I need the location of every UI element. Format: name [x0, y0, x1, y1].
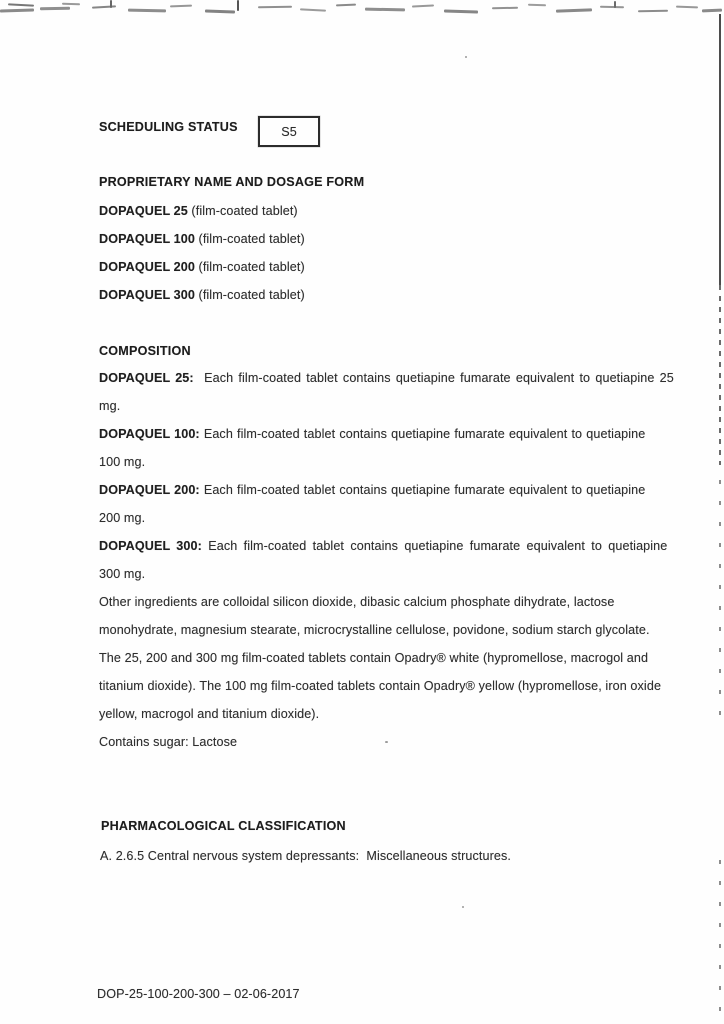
composition-entry-label: DOPAQUEL 100:	[99, 427, 200, 441]
footer-reference: DOP-25-100-200-300 – 02-06-2017	[97, 987, 300, 1001]
composition-entry-text: Each film-coated tablet contains quetiapine fumarate equivalent to quetiapine	[199, 427, 646, 441]
product-line	[99, 232, 305, 247]
composition-entry-label: DOPAQUEL 200:	[99, 483, 200, 497]
product-form: (film-coated tablet)	[194, 260, 305, 274]
composition-entry-cont: 100 mg.	[99, 455, 146, 469]
scan-edge-line-dashed	[719, 285, 721, 465]
contains-sugar-line: Contains sugar: Lactose	[99, 735, 238, 749]
scan-speck	[465, 56, 467, 58]
schedule-value: S5	[281, 124, 297, 139]
excipients-line: monohydrate, magnesium stearate, microcrystalline cellulose, povidone, sodium starch glycolate.	[99, 623, 650, 637]
composition-heading: COMPOSITION	[99, 344, 191, 358]
composition-entry-label: DOPAQUEL 300:	[99, 539, 202, 553]
product-line	[99, 288, 305, 303]
proprietary-heading: PROPRIETARY NAME AND DOSAGE FORM	[99, 175, 365, 189]
excipients-line: Other ingredients are colloidal silicon dioxide, dibasic calcium phosphate dihydrate, lactose	[99, 595, 615, 609]
product-name: DOPAQUEL 300	[99, 288, 195, 302]
composition-entry-cont: 300 mg.	[99, 567, 146, 581]
pharmacological-classification: A. 2.6.5 Central nervous system depressants: Miscellaneous structures.	[100, 849, 511, 863]
excipients-line: yellow, macrogol and titanium dioxide).	[99, 707, 320, 721]
scheduling-status-heading: SCHEDULING STATUS	[99, 120, 238, 134]
product-form: (film-coated tablet)	[194, 232, 305, 246]
composition-entry-text: Each film-coated tablet contains quetiapine fumarate equivalent to quetiapine	[201, 539, 668, 553]
product-line	[99, 260, 305, 275]
excipients-line: titanium dioxide). The 100 mg film-coated tablets contain Opadry® yellow (hypromellose, iron oxide	[99, 679, 662, 693]
pharmacological-heading: PHARMACOLOGICAL CLASSIFICATION	[101, 819, 346, 833]
composition-entry-line	[99, 539, 667, 554]
composition-entry-cont: mg.	[99, 399, 121, 413]
schedule-box	[258, 116, 320, 147]
composition-entry-line	[99, 371, 674, 386]
product-line	[99, 204, 298, 219]
scan-speck	[462, 906, 464, 908]
product-name: DOPAQUEL 200	[99, 260, 195, 274]
product-name: DOPAQUEL 25	[99, 204, 188, 218]
composition-entry-line	[99, 427, 645, 442]
product-form: (film-coated tablet)	[194, 288, 305, 302]
composition-entry-label: DOPAQUEL 25:	[99, 371, 194, 385]
scan-edge-line-sparse-bottom	[719, 860, 721, 1024]
scan-edge-line-solid	[719, 14, 721, 285]
scan-speck	[385, 741, 388, 743]
product-form: (film-coated tablet)	[187, 204, 298, 218]
scan-edge-line-sparse	[719, 480, 721, 715]
excipients-line: The 25, 200 and 300 mg film-coated tablets contain Opadry® white (hypromellose, macrogol and	[99, 651, 649, 665]
product-name: DOPAQUEL 100	[99, 232, 195, 246]
composition-entry-text: Each film-coated tablet contains quetiapine fumarate equivalent to quetiapine	[199, 483, 646, 497]
composition-entry-cont: 200 mg.	[99, 511, 146, 525]
composition-entry-line	[99, 483, 645, 498]
composition-entry-text: Each film-coated tablet contains quetiapine fumarate equivalent to quetiapine 25	[193, 371, 674, 385]
